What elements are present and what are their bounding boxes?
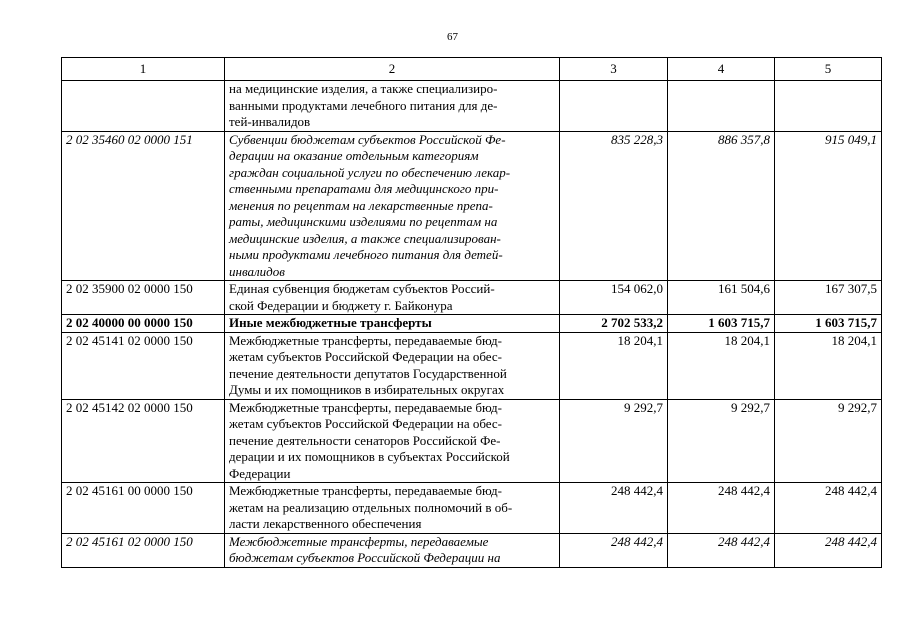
item-name-cell xyxy=(225,81,560,132)
item-name-line: бюджетам субъектов Российской Федерации на xyxy=(229,550,501,565)
header-col-4: 4 xyxy=(668,58,775,81)
item-name-line: дерации на оказание отдельным категориям xyxy=(229,148,479,163)
amount-cell-col-5: 248 442,4 xyxy=(775,533,882,567)
budget-table xyxy=(61,57,882,568)
item-name-line: раты, медицинскими изделиями по рецептам на xyxy=(229,214,498,229)
table-row xyxy=(62,131,882,281)
amount-cell-col-3: 154 062,0 xyxy=(560,281,668,315)
table-row xyxy=(62,315,882,333)
item-name-cell xyxy=(225,332,560,399)
header-col-2: 2 xyxy=(225,58,560,81)
item-name-line: ванными продуктами лечебного питания для де- xyxy=(229,97,498,113)
item-name-line: граждан социальной услуги по обеспечению лекар- xyxy=(229,164,511,180)
amount-cell-col-4: 9 292,7 xyxy=(668,399,775,483)
table-row xyxy=(62,281,882,315)
header-col-1: 1 xyxy=(62,58,225,81)
item-name-cell xyxy=(225,399,560,483)
item-name-line: жетам субъектов Российской Федерации на обес- xyxy=(229,349,502,364)
amount-cell-col-5 xyxy=(775,81,882,132)
amount-cell-col-4: 161 504,6 xyxy=(668,281,775,315)
amount-cell-col-4: 1 603 715,7 xyxy=(668,315,775,333)
item-name-line: инвалидов xyxy=(229,263,285,279)
budget-code-cell xyxy=(62,81,225,132)
item-name-line: Иные межбюджетные трансферты xyxy=(229,315,432,330)
table-row xyxy=(62,332,882,399)
table-body xyxy=(62,81,882,568)
amount-cell-col-4: 248 442,4 xyxy=(668,483,775,534)
item-name-line: Субвенции бюджетам субъектов Российской Фе- xyxy=(229,131,506,147)
item-name-line: ственными препаратами для медицинского при- xyxy=(229,181,499,196)
amount-cell-col-5: 1 603 715,7 xyxy=(775,315,882,333)
item-name-line: печение деятельности сенаторов Российской Фе- xyxy=(229,432,501,448)
item-name-cell xyxy=(225,483,560,534)
amount-cell-col-4: 248 442,4 xyxy=(668,533,775,567)
table-row xyxy=(62,399,882,483)
item-name-line: Федерации xyxy=(229,465,291,481)
item-name-line: Межбюджетные трансферты, передаваемые бюд- xyxy=(229,332,502,348)
table-row xyxy=(62,533,882,567)
item-name-line: ными продуктами лечебного питания для детей- xyxy=(229,247,503,262)
amount-cell-col-4: 18 204,1 xyxy=(668,332,775,399)
table-row xyxy=(62,483,882,534)
amount-cell-col-3: 248 442,4 xyxy=(560,533,668,567)
amount-cell-col-5: 248 442,4 xyxy=(775,483,882,534)
item-name-line: менения по рецептам на лекарственные препа- xyxy=(229,197,493,213)
item-name-line: ской Федерации и бюджету г. Байконура xyxy=(229,297,453,313)
budget-code-cell: 2 02 45141 02 0000 150 xyxy=(62,332,225,399)
item-name-line: жетам субъектов Российской Федерации на обес- xyxy=(229,416,502,431)
item-name-line: тей-инвалидов xyxy=(229,114,311,129)
budget-code-cell: 2 02 35460 02 0000 151 xyxy=(62,131,225,281)
amount-cell-col-3 xyxy=(560,81,668,132)
table-header xyxy=(62,58,882,81)
item-name-cell xyxy=(225,315,560,333)
amount-cell-col-4: 886 357,8 xyxy=(668,131,775,281)
budget-code-cell: 2 02 45161 02 0000 150 xyxy=(62,533,225,567)
amount-cell-col-5: 167 307,5 xyxy=(775,281,882,315)
budget-code-cell: 2 02 45161 00 0000 150 xyxy=(62,483,225,534)
header-col-3: 3 xyxy=(560,58,668,81)
item-name-line: жетам на реализацию отдельных полномочий в об- xyxy=(229,499,513,515)
amount-cell-col-5: 18 204,1 xyxy=(775,332,882,399)
amount-cell-col-4 xyxy=(668,81,775,132)
header-col-5: 5 xyxy=(775,58,882,81)
item-name-line: на медицинские изделия, а также специализиро- xyxy=(229,81,498,96)
amount-cell-col-3: 9 292,7 xyxy=(560,399,668,483)
item-name-cell xyxy=(225,533,560,567)
page-number: 67 xyxy=(447,31,458,43)
amount-cell-col-3: 248 442,4 xyxy=(560,483,668,534)
item-name-line: Межбюджетные трансферты, передаваемые бюд- xyxy=(229,483,502,498)
item-name-cell xyxy=(225,281,560,315)
amount-cell-col-5: 915 049,1 xyxy=(775,131,882,281)
item-name-line: Единая субвенция бюджетам субъектов Россий- xyxy=(229,281,495,296)
item-name-cell xyxy=(225,131,560,281)
item-name-line: ласти лекарственного обеспечения xyxy=(229,516,422,531)
item-name-line: дерации и их помощников в субъектах Российской xyxy=(229,449,510,464)
budget-code-cell: 2 02 35900 02 0000 150 xyxy=(62,281,225,315)
item-name-line: Межбюджетные трансферты, передаваемые xyxy=(229,533,489,549)
table-row xyxy=(62,81,882,132)
amount-cell-col-3: 835 228,3 xyxy=(560,131,668,281)
item-name-line: медицинские изделия, а также специализирован- xyxy=(229,230,501,246)
item-name-line: Думы и их помощников в избирательных округах xyxy=(229,382,505,397)
item-name-line: печение деятельности депутатов Государственной xyxy=(229,365,507,381)
header-row xyxy=(62,58,882,81)
item-name-line: Межбюджетные трансферты, передаваемые бюд- xyxy=(229,399,502,415)
amount-cell-col-3: 18 204,1 xyxy=(560,332,668,399)
budget-code-cell: 2 02 40000 00 0000 150 xyxy=(62,315,225,333)
amount-cell-col-5: 9 292,7 xyxy=(775,399,882,483)
budget-code-cell: 2 02 45142 02 0000 150 xyxy=(62,399,225,483)
amount-cell-col-3: 2 702 533,2 xyxy=(560,315,668,333)
